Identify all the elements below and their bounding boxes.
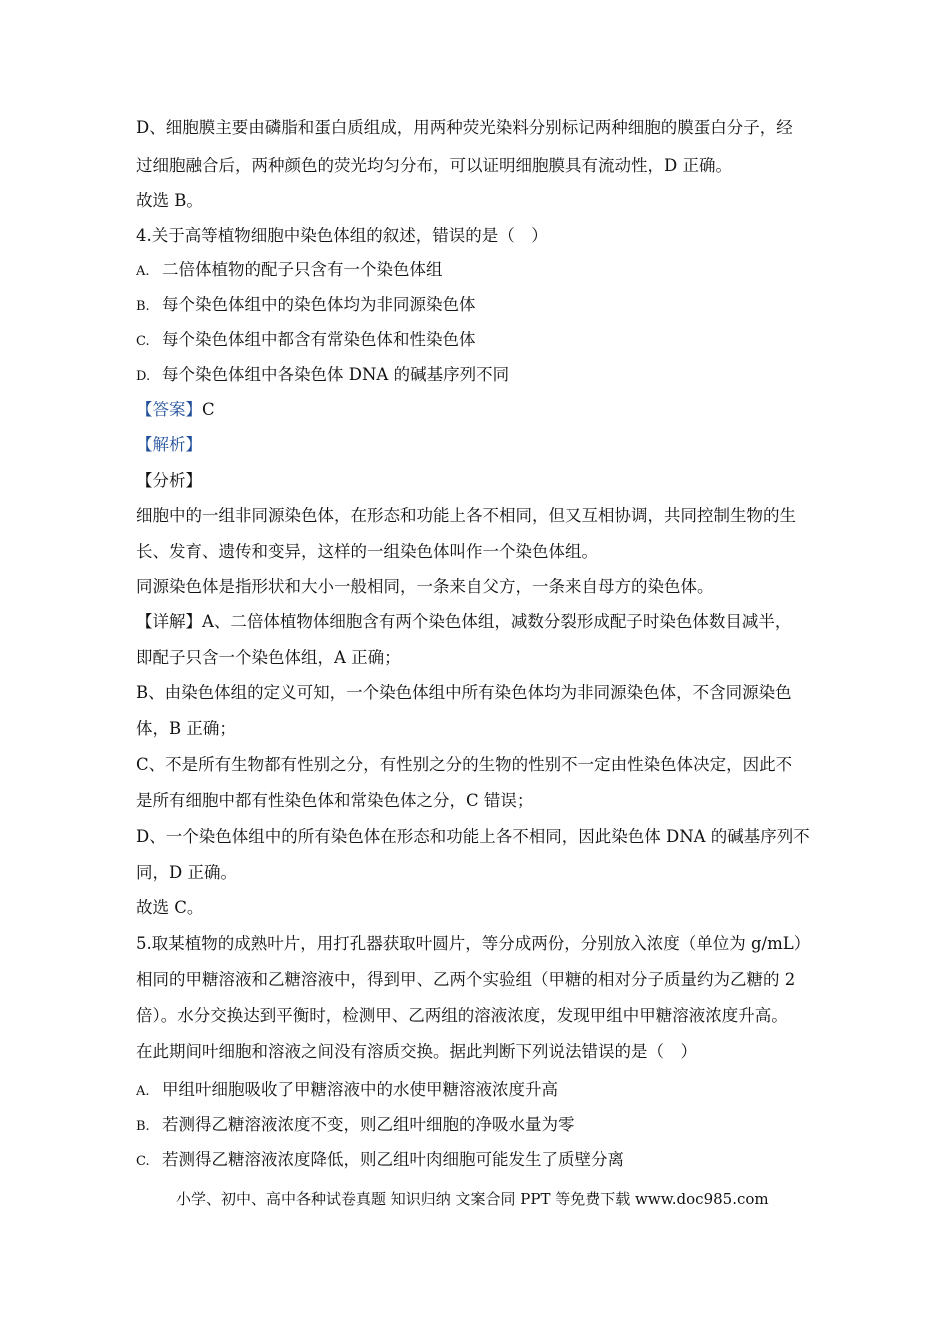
option-text: 若测得乙糖溶液浓度降低，则乙组叶肉细胞可能发生了质壁分离 [162, 1150, 624, 1169]
analysis-heading [136, 434, 202, 456]
question-5-stem: 倍）。水分交换达到平衡时，检测甲、乙两组的溶液浓度，发现甲组中甲糖溶液浓度升高。 [136, 1006, 788, 1025]
option-text: 每个染色体组中的染色体均为非同源染色体 [162, 295, 476, 314]
question-4-option-b [136, 294, 476, 318]
question-5-stem: 相同的甲糖溶液和乙糖溶液中，得到甲、乙两个实验组（甲糖的相对分子质量约为乙糖的 2 [136, 970, 796, 989]
page-footer: 小学、初中、高中各种试卷真题 知识归纳 文案合同 PPT 等免费下载 www.doc985.com [176, 1190, 769, 1208]
fenxi-heading: 【分析】 [136, 471, 202, 490]
text-line: 长、发育、遗传和变异，这样的一组染色体叫作一个染色体组。 [136, 542, 598, 561]
text-line: 同源染色体是指形状和大小一般相同，一条来自父方，一条来自母方的染色体。 [136, 577, 714, 596]
option-letter: B. [136, 1119, 150, 1134]
option-letter: C. [136, 1154, 150, 1169]
option-letter: C. [136, 334, 150, 349]
option-text: 每个染色体组中各染色体 DNA 的碱基序列不同 [162, 365, 510, 384]
text-line: 同，D 正确。 [136, 863, 237, 882]
question-5-option-c [136, 1149, 624, 1173]
text-line: C、不是所有生物都有性别之分，有性别之分的生物的性别不一定由性染色体决定，因此不 [136, 755, 793, 774]
question-5-option-b [136, 1114, 575, 1138]
option-letter: A. [136, 1084, 150, 1099]
text-line: 【详解】A、二倍体植物体细胞含有两个染色体组，减数分裂形成配子时染色体数目减半， [136, 612, 792, 631]
text-line: 细胞中的一组非同源染色体，在形态和功能上各不相同，但又互相协调，共同控制生物的生 [136, 506, 796, 525]
text-line: D、一个染色体组中的所有染色体在形态和功能上各不相同，因此染色体 DNA 的碱基序列不 [136, 827, 810, 846]
text-line: B、由染色体组的定义可知，一个染色体组中所有染色体均为非同源染色体，不含同源染色 [136, 683, 792, 702]
text-line: 故选 B。 [136, 191, 203, 210]
answer-tag: 【答案】 [136, 400, 202, 419]
text-line: 故选 C。 [136, 898, 204, 917]
text-line: 即配子只含一个染色体组，A 正确； [136, 648, 401, 667]
question-4-stem: 4.关于高等植物细胞中染色体组的叙述，错误的是（ ） [136, 226, 548, 245]
question-4-option-a [136, 259, 443, 283]
option-text: 若测得乙糖溶液浓度不变，则乙组叶细胞的净吸水量为零 [162, 1115, 575, 1134]
option-text: 甲组叶细胞吸收了甲糖溶液中的水使甲糖溶液浓度升高 [162, 1080, 558, 1099]
option-letter: A. [136, 264, 150, 279]
answer-line [136, 399, 215, 421]
question-4-option-c [136, 329, 476, 353]
analysis-tag: 【解析】 [136, 435, 202, 454]
question-5-stem: 在此期间叶细胞和溶液之间没有溶质交换。据此判断下列说法错误的是（ ） [136, 1042, 697, 1061]
text-line: 是所有细胞中都有性染色体和常染色体之分，C 错误； [136, 791, 534, 810]
question-5-stem: 5.取某植物的成熟叶片，用打孔器获取叶圆片，等分成两份，分别放入浓度（单位为 g/mL） [136, 934, 811, 953]
option-text: 二倍体植物的配子只含有一个染色体组 [162, 260, 443, 279]
text-line: 过细胞融合后，两种颜色的荧光均匀分布，可以证明细胞膜具有流动性，D 正确。 [136, 156, 732, 175]
option-text: 每个染色体组中都含有常染色体和性染色体 [162, 330, 476, 349]
question-4-option-d [136, 364, 509, 388]
text-line: 体，B 正确； [136, 719, 236, 738]
question-5-option-a [136, 1079, 558, 1103]
option-letter: B. [136, 299, 150, 314]
text-line: D、细胞膜主要由磷脂和蛋白质组成，用两种荧光染料分别标记两种细胞的膜蛋白分子，经 [136, 118, 793, 137]
answer-value: C [202, 400, 215, 419]
option-letter: D. [136, 369, 151, 384]
